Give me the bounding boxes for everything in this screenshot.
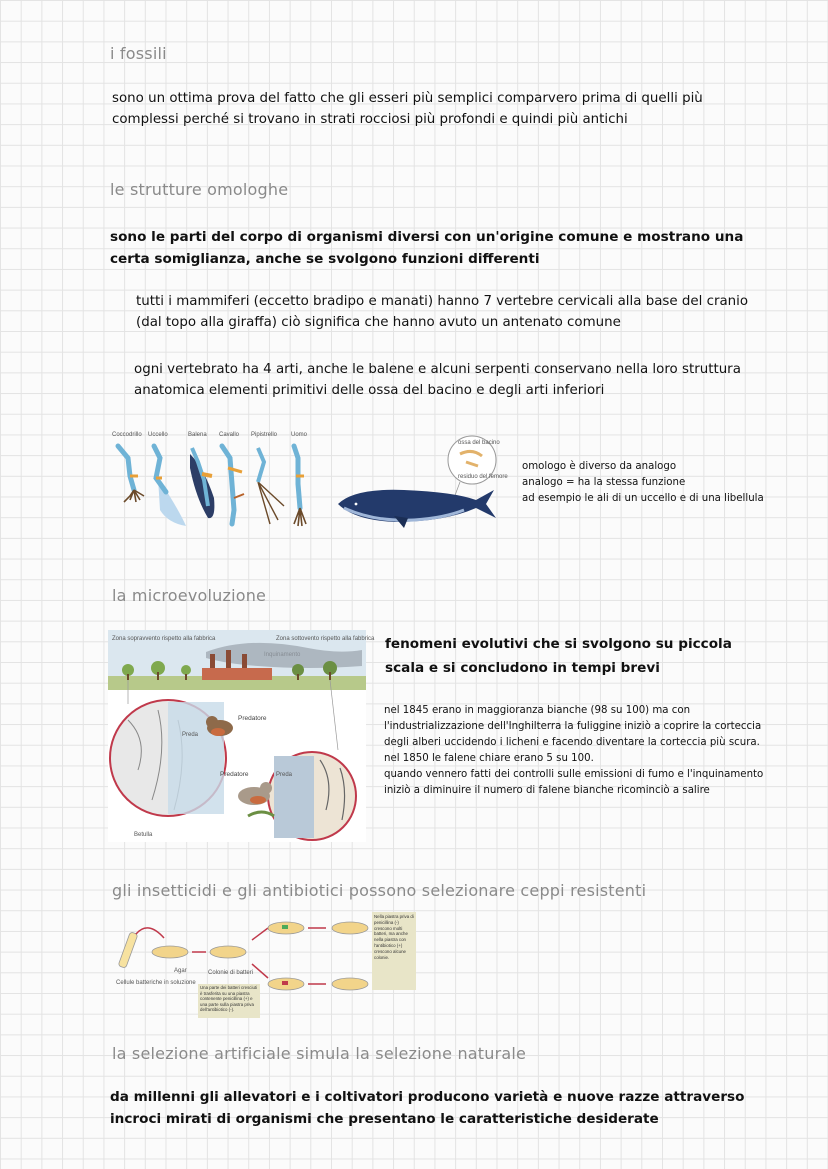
micro-detail-line: nel 1845 erano in maggioranza bianche (98 su 100) ma con bbox=[384, 705, 691, 716]
omologo-note-3: ad esempio le ali di un uccello e di una libellula bbox=[522, 493, 764, 504]
homologous-limbs-figure bbox=[108, 428, 318, 530]
heading-insetticidi: gli insetticidi e gli antibiotici possono selezionare ceppi resistenti bbox=[112, 881, 647, 900]
prey-label-1: Preda bbox=[182, 732, 199, 738]
result-caption-box bbox=[374, 914, 414, 990]
result-caption: Nella piastra priva di penicillina (-) crescono molti batteri, ma anche nella piastra con l'antibiotico (+) crescono alcune colonie. bbox=[374, 914, 414, 960]
heading-microevoluzione: la microevoluzione bbox=[112, 586, 267, 605]
label-bat: Pipistrello bbox=[251, 432, 278, 438]
micro-definition: fenomeni evolutivi che si svolgono su piccola scala e si concludono in tempi brevi bbox=[385, 636, 732, 676]
zone-downwind-label: Zona sottovento rispetto alla fabbrica bbox=[276, 636, 375, 642]
artificiale-text: da millenni gli allevatori e i coltivatori producono varietà e nuove razze attraverso incroci mirati di organismi che presentano le caratteristiche desiderate bbox=[110, 1089, 745, 1127]
colonies-label: Colonie di batteri bbox=[208, 970, 254, 976]
predator-label-2: Predatore bbox=[220, 771, 249, 778]
micro-detail-line: iniziò a diminuire il numero di falene bianche ricominciò a salire bbox=[384, 785, 710, 796]
cells-label: Cellule batteriche in soluzione bbox=[116, 980, 196, 986]
peppered-moth-figure bbox=[108, 630, 375, 842]
heading-fossili: i fossili bbox=[110, 44, 167, 63]
whale-femur-label: residuo del femore bbox=[458, 474, 508, 480]
agar-label: Agar bbox=[174, 968, 187, 974]
heading-omologhe: le strutture omologhe bbox=[110, 180, 289, 199]
micro-details bbox=[384, 703, 804, 799]
micro-detail-line: l'industrializzazione dell'Inghilterra la fuliggine iniziò a coprire la corteccia bbox=[384, 721, 762, 732]
micro-detail-line: quando vennero fatti dei controlli sulle emissioni di fumo e l'inquinamento bbox=[384, 769, 764, 780]
antibiotic-selection-figure bbox=[112, 912, 422, 1020]
heading-artificiale: la selezione artificiale simula la selezione naturale bbox=[112, 1044, 527, 1063]
omologhe-point-1: tutti i mammiferi (eccetto bradipo e manati) hanno 7 vertebre cervicali alla base del cranio (dal topo alla giraffa) ciò significa che hanno avuto un antenato comune bbox=[136, 294, 749, 330]
whale-pelvis-label: ossa del bacino bbox=[458, 440, 500, 446]
omologhe-definition: sono le parti del corpo di organismi diversi con un'origine comune e mostrano una certa somiglianza, anche se svolgono funzioni differenti bbox=[110, 229, 744, 267]
predator-label-1: Predatore bbox=[238, 715, 267, 722]
label-whale: Balena bbox=[188, 432, 207, 438]
omologo-note-1: omologo è diverso da analogo bbox=[522, 461, 677, 472]
omologhe-point-2: ogni vertebrato ha 4 arti, anche le balene e alcuni serpenti conservano nella loro struttura anatomica elementi primitivi delle ossa del bacino e degli arti inferiori bbox=[134, 362, 741, 398]
label-human: Uomo bbox=[291, 432, 308, 438]
whale-figure bbox=[334, 432, 508, 532]
label-bird: Uccello bbox=[148, 432, 168, 438]
transfer-caption: Una parte dei batteri cresciuti è trasferita su una piastra contenente penicillina (+) e una parte sulla piastra priva dell'antibiotico (-). bbox=[200, 985, 258, 1013]
label-crocodile: Coccodrillo bbox=[112, 432, 142, 438]
zone-upwind-label: Zona sopravvento rispetto alla fabbrica bbox=[112, 636, 216, 642]
micro-detail-line: degli alberi uccidendo i licheni e facendo diventare la corteccia più scura. bbox=[384, 737, 760, 748]
omologo-note-2: analogo = ha la stessa funzione bbox=[522, 477, 686, 488]
birch-label: Betulla bbox=[134, 832, 153, 838]
fossili-text: sono un ottima prova del fatto che gli esseri più semplici comparvero prima di quelli più complessi perché si trovano in strati rocciosi più profondi e quindi più antichi bbox=[112, 91, 703, 127]
label-horse: Cavallo bbox=[219, 432, 240, 438]
micro-detail-line: nel 1850 le falene chiare erano 5 su 100. bbox=[384, 753, 594, 764]
transfer-caption-box bbox=[200, 985, 258, 1019]
prey-label-2: Preda bbox=[276, 772, 293, 778]
